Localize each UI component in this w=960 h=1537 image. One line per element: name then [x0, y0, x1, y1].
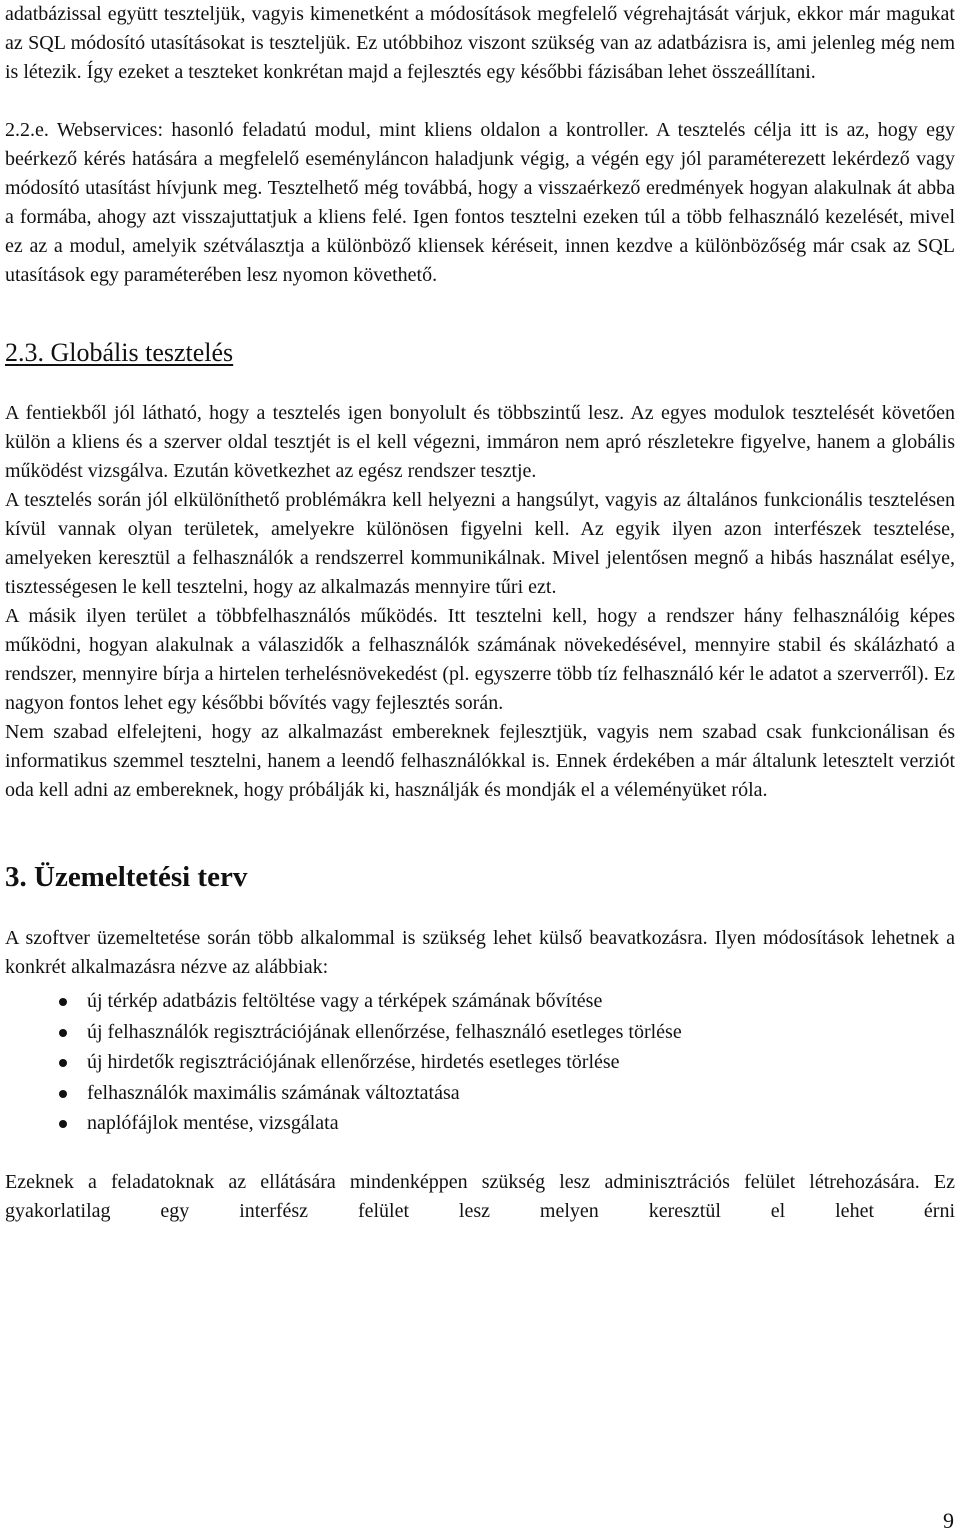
- list-item-text: új hirdetők regisztrációjának ellenőrzése, hirdetés esetleges törlése: [87, 1051, 620, 1073]
- list-item: [5, 1047, 955, 1078]
- section-3-heading: 3. Üzemeltetési terv: [5, 861, 248, 893]
- intro-paragraph: adatbázissal együtt teszteljük, vagyis kimenetként a módosítások megfelelő végrehajtását várjuk, ekkor már magukat az SQL módosító utasításokat is teszteljük. Ez utóbbihoz viszont szükség van az adatbázisra is, ami jelenleg még nem is létezik. Így ezeket a teszteket konkrétan majd a fejlesztés egy későbbi fázisában lehet összeállítani.: [5, 3, 955, 83]
- section-2-3-heading: 2.3. Globális tesztelés: [5, 338, 234, 367]
- bullet-icon: [59, 1029, 67, 1037]
- section-2-3-paragraph: A másik ilyen terület a többfelhasználós működés. Itt tesztelni kell, hogy a rendszer hány felhasználóig képes működni, hogyan alakulnak a válaszidők a felhasználók számának növekedésével, mennyire stabil és skálázható a rendszer, mennyire bírja a hirtelen terhelésnövekedést (pl. egyszerre több tíz felhasználó kér le adatot a szerverről). Ez nagyon fontos lehet egy későbbi bővítés vagy fejlesztés során.: [5, 605, 955, 714]
- bullet-icon: [59, 998, 67, 1006]
- list-item: [5, 1017, 955, 1048]
- section-3-intro: A szoftver üzemeltetése során több alkalommal is szükség lehet külső beavatkozásra. Ilyen módosítások lehetnek a konkrét alkalmazásra nézve az alábbiak:: [5, 927, 955, 978]
- page-number: 9: [943, 1508, 954, 1533]
- list-item-text: új térkép adatbázis feltöltése vagy a térképek számának bővítése: [87, 990, 603, 1012]
- list-item: [5, 1078, 955, 1109]
- list-item-text: felhasználók maximális számának változtatása: [87, 1081, 460, 1104]
- list-item-text: új felhasználók regisztrációjának ellenőrzése, felhasználó esetleges törlése: [87, 1020, 682, 1043]
- operations-task-list: [5, 986, 955, 1139]
- section-2-2-e-heading: 2.2.e. Webservices: hasonló feladatú modul, mint kliens oldalon a kontroller.: [5, 119, 649, 141]
- section-2-2-e-paragraph: [5, 116, 955, 290]
- section-2-3-paragraph: Nem szabad elfelejteni, hogy az alkalmazást embereknek fejlesztjük, vagyis nem szabad csak funkcionálisan és informatikus szemmel tesztelni, hanem a leendő felhasználókkal is. Ennek érdekében a már általunk letesztelt verziót oda kell adni az embereknek, hogy próbálják ki, használják és mondják el a véleményüket róla.: [5, 721, 955, 801]
- bullet-icon: [59, 1090, 67, 1098]
- section-2-3-body: [5, 399, 955, 805]
- section-2-3-paragraph: A fentiekből jól látható, hogy a tesztelés igen bonyolult és többszintű lesz. Az egyes modulok tesztelését követően külön a kliens és a szerver oldal tesztjét is el kell végezni, immáron nem apró részletekre figyelve, hanem a globális működést vizsgálva. Ezután következhet az egész rendszer tesztje.: [5, 402, 955, 482]
- bullet-icon: [59, 1059, 67, 1067]
- section-2-3-paragraph: A tesztelés során jól elkülöníthető problémákra kell helyezni a hangsúlyt, vagyis az általános funkcionális tesztelésen kívül vannak olyan területek, amelyekre különösen figyelni kell. Az egyik ilyen azon interfészek tesztelése, amelyeken keresztül a felhasználók a rendszerrel kommunikálnak. Mivel jelentősen megnő a hibás használat esélye, tisztességesen le kell tesztelni, hogy az alkalmazás mennyire tűri ezt.: [5, 489, 955, 598]
- list-item: [5, 1108, 955, 1139]
- section-2-2-e-body: A tesztelés célja itt is az, hogy egy beérkező kérés hatására a megfelelő eseményláncon haladjunk végig, a végén egy jól paraméterezett lekérdező vagy módosító utasítást hívjunk meg. Tesztelhető még továbbá, hogy a visszaérkező eredmények hogyan alakulnak át abba a formába, ahogy azt visszajuttatjuk a kliens felé. Igen fontos tesztelni ezeken túl a több felhasználó kezelését, mivel ez az a modul, amelyik szétválasztja a különböző kliensek kéréseit, innen kezdve a különbözőség már csak az SQL utasítások egy paraméterében lesz nyomon követhető.: [5, 119, 955, 286]
- section-3-closing: Ezeknek a feladatoknak az ellátására mindenképpen szükség lesz adminisztrációs felület létrehozására. Ez gyakorlatilag egy interfész felület lesz melyen keresztül el lehet érni: [5, 1170, 955, 1222]
- list-item-text: naplófájlok mentése, vizsgálata: [87, 1112, 339, 1134]
- document-page: [5, 0, 955, 1226]
- bullet-icon: [59, 1120, 67, 1128]
- list-item: [5, 986, 955, 1017]
